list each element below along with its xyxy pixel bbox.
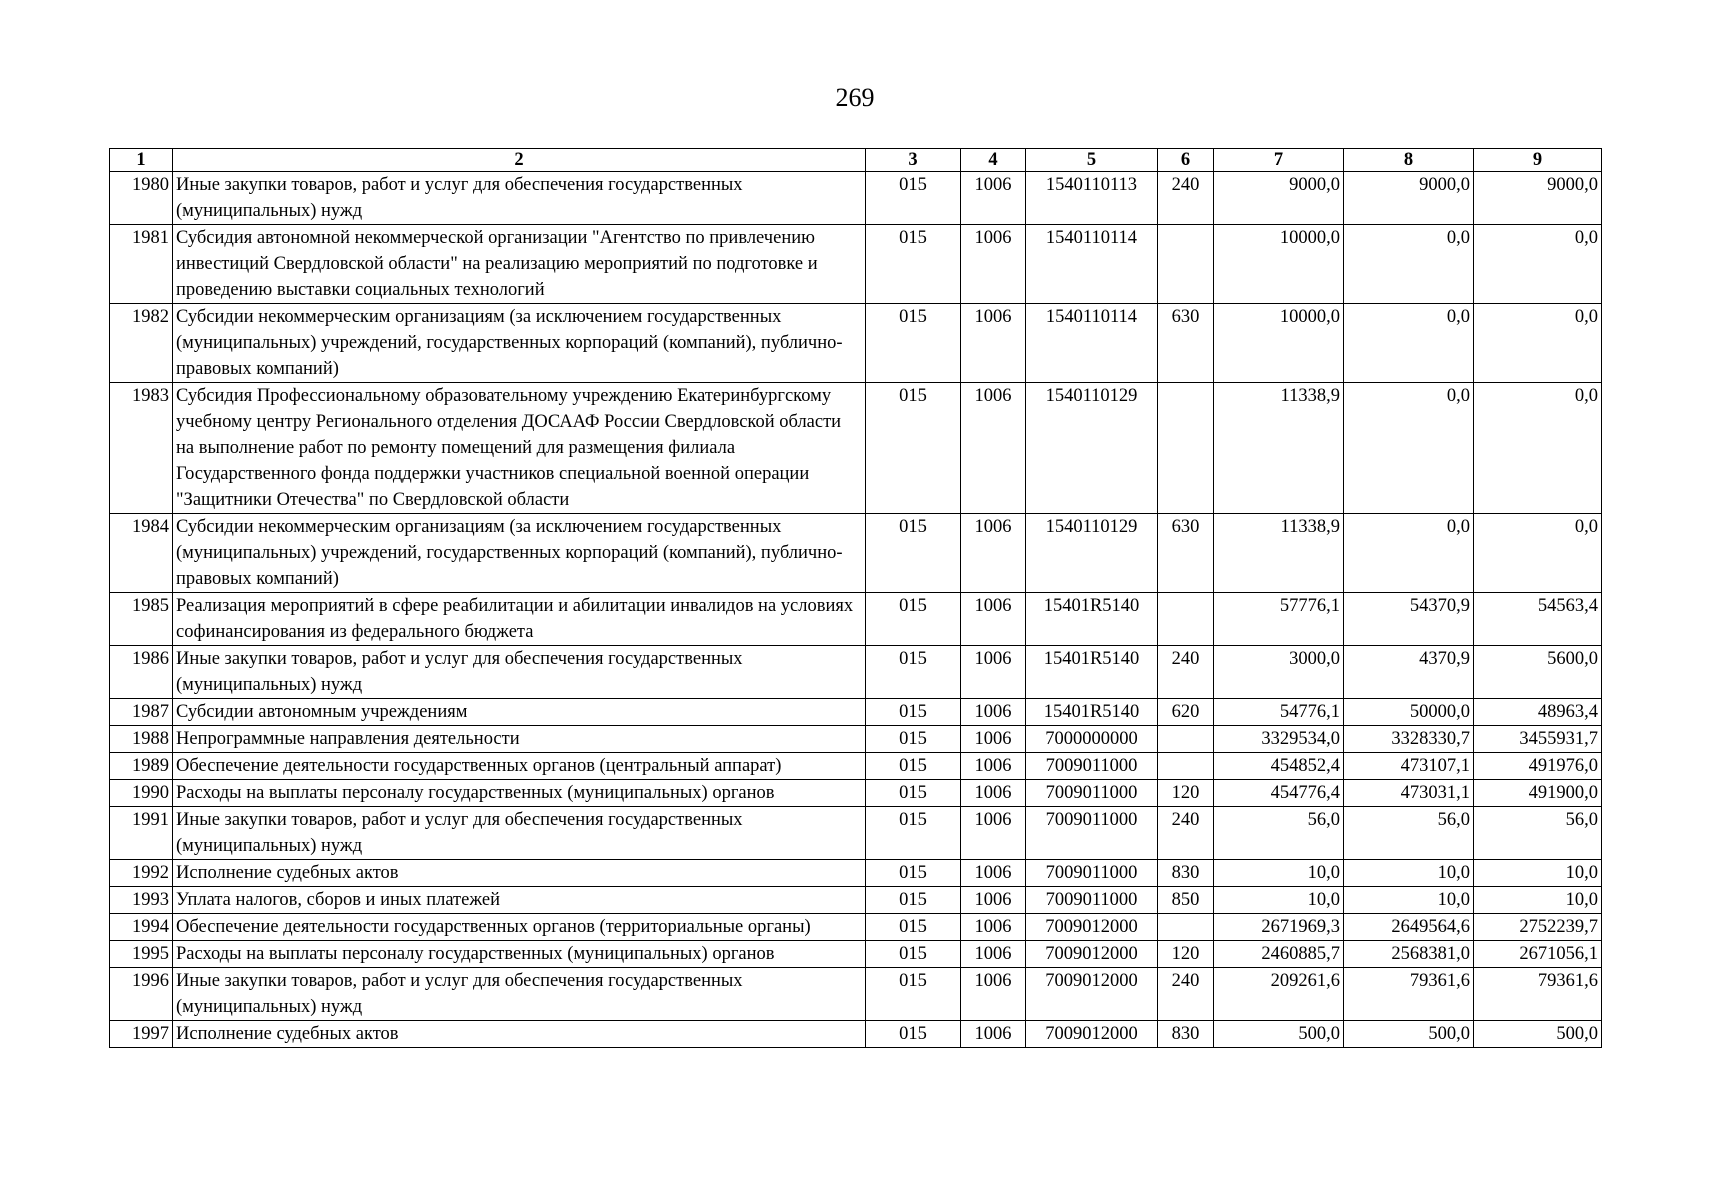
row-number: 1987	[110, 699, 173, 726]
row-col-6: 850	[1158, 887, 1214, 914]
table-row	[110, 1021, 1602, 1048]
row-col-9: 54563,4	[1474, 593, 1602, 646]
table-row	[110, 968, 1602, 1021]
row-col-6: 240	[1158, 968, 1214, 1021]
table-row	[110, 914, 1602, 941]
row-col-9: 2671056,1	[1474, 941, 1602, 968]
row-col-3: 015	[866, 514, 961, 593]
row-number: 1984	[110, 514, 173, 593]
row-col-8: 0,0	[1344, 383, 1474, 514]
table-row	[110, 941, 1602, 968]
row-description: Субсидия Профессиональному образовательному учреждению Екатеринбургскому учебному центру Регионального отделения ДОСААФ России Свердловской области на выполнение работ по ремонту помещений для размещения филиала Государственного фонда поддержки участников специальной военной операции "Защитники Отечества" по Свердловской области	[173, 383, 866, 514]
row-col-6	[1158, 726, 1214, 753]
table-row	[110, 593, 1602, 646]
row-col-6: 830	[1158, 1021, 1214, 1048]
row-description: Расходы на выплаты персоналу государственных (муниципальных) органов	[173, 780, 866, 807]
row-description: Расходы на выплаты персоналу государственных (муниципальных) органов	[173, 941, 866, 968]
row-description: Исполнение судебных актов	[173, 860, 866, 887]
row-col-4: 1006	[961, 514, 1026, 593]
row-number: 1997	[110, 1021, 173, 1048]
row-description: Субсидии некоммерческим организациям (за исключением государственных (муниципальных) учреждений, государственных корпораций (компаний), публично-правовых компаний)	[173, 304, 866, 383]
row-col-7: 2460885,7	[1214, 941, 1344, 968]
table-row	[110, 699, 1602, 726]
row-col-3: 015	[866, 593, 961, 646]
row-col-7: 57776,1	[1214, 593, 1344, 646]
table-row	[110, 807, 1602, 860]
table-row	[110, 225, 1602, 304]
row-description: Непрограммные направления деятельности	[173, 726, 866, 753]
row-number: 1990	[110, 780, 173, 807]
row-col-6: 120	[1158, 780, 1214, 807]
row-col-7: 10,0	[1214, 860, 1344, 887]
row-number: 1985	[110, 593, 173, 646]
row-col-7: 454852,4	[1214, 753, 1344, 780]
row-number: 1983	[110, 383, 173, 514]
row-col-5: 1540110114	[1026, 225, 1158, 304]
row-number: 1995	[110, 941, 173, 968]
header-col-8: 8	[1344, 149, 1474, 172]
row-number: 1996	[110, 968, 173, 1021]
row-col-5: 7000000000	[1026, 726, 1158, 753]
row-col-5: 15401R5140	[1026, 646, 1158, 699]
header-col-4: 4	[961, 149, 1026, 172]
table-row	[110, 514, 1602, 593]
row-col-4: 1006	[961, 646, 1026, 699]
row-description: Иные закупки товаров, работ и услуг для обеспечения государственных (муниципальных) нужд	[173, 807, 866, 860]
row-col-3: 015	[866, 1021, 961, 1048]
row-col-8: 473107,1	[1344, 753, 1474, 780]
table-row	[110, 172, 1602, 225]
row-col-3: 015	[866, 807, 961, 860]
row-number: 1980	[110, 172, 173, 225]
row-col-6	[1158, 914, 1214, 941]
row-col-7: 54776,1	[1214, 699, 1344, 726]
row-col-6	[1158, 225, 1214, 304]
row-col-5: 7009012000	[1026, 941, 1158, 968]
row-col-3: 015	[866, 914, 961, 941]
row-col-3: 015	[866, 699, 961, 726]
row-col-9: 491976,0	[1474, 753, 1602, 780]
row-col-8: 2568381,0	[1344, 941, 1474, 968]
row-col-9: 5600,0	[1474, 646, 1602, 699]
row-col-3: 015	[866, 646, 961, 699]
row-col-4: 1006	[961, 726, 1026, 753]
row-col-7: 209261,6	[1214, 968, 1344, 1021]
row-col-5: 15401R5140	[1026, 699, 1158, 726]
row-col-4: 1006	[961, 807, 1026, 860]
header-col-3: 3	[866, 149, 961, 172]
row-col-9: 9000,0	[1474, 172, 1602, 225]
row-col-4: 1006	[961, 968, 1026, 1021]
row-col-9: 10,0	[1474, 860, 1602, 887]
row-description: Реализация мероприятий в сфере реабилитации и абилитации инвалидов на условиях софинансирования из федерального бюджета	[173, 593, 866, 646]
row-col-8: 473031,1	[1344, 780, 1474, 807]
row-col-8: 0,0	[1344, 304, 1474, 383]
row-col-3: 015	[866, 753, 961, 780]
row-col-9: 56,0	[1474, 807, 1602, 860]
row-col-4: 1006	[961, 941, 1026, 968]
row-col-3: 015	[866, 304, 961, 383]
row-col-6	[1158, 383, 1214, 514]
row-number: 1992	[110, 860, 173, 887]
row-col-7: 11338,9	[1214, 514, 1344, 593]
row-col-9: 2752239,7	[1474, 914, 1602, 941]
row-col-3: 015	[866, 941, 961, 968]
row-col-8: 54370,9	[1344, 593, 1474, 646]
row-col-5: 7009011000	[1026, 860, 1158, 887]
page-number: 269	[835, 83, 875, 112]
row-col-7: 454776,4	[1214, 780, 1344, 807]
row-col-9: 0,0	[1474, 514, 1602, 593]
row-description: Обеспечение деятельности государственных органов (центральный аппарат)	[173, 753, 866, 780]
row-col-9: 3455931,7	[1474, 726, 1602, 753]
row-number: 1982	[110, 304, 173, 383]
row-col-7: 56,0	[1214, 807, 1344, 860]
budget-table	[109, 148, 1602, 1048]
row-col-3: 015	[866, 887, 961, 914]
row-col-6: 830	[1158, 860, 1214, 887]
table-row	[110, 780, 1602, 807]
row-col-6: 240	[1158, 172, 1214, 225]
row-col-7: 10,0	[1214, 887, 1344, 914]
row-col-9: 0,0	[1474, 304, 1602, 383]
row-description: Субсидия автономной некоммерческой организации "Агентство по привлечению инвестиций Свердловской области" на реализацию мероприятий по подготовке и проведению выставки социальных технологий	[173, 225, 866, 304]
row-col-8: 10,0	[1344, 860, 1474, 887]
header-col-9: 9	[1474, 149, 1602, 172]
table-row	[110, 753, 1602, 780]
row-col-6	[1158, 753, 1214, 780]
row-col-7: 2671969,3	[1214, 914, 1344, 941]
row-col-6	[1158, 593, 1214, 646]
row-col-6: 630	[1158, 514, 1214, 593]
row-col-8: 50000,0	[1344, 699, 1474, 726]
row-col-8: 3328330,7	[1344, 726, 1474, 753]
table-body	[110, 172, 1602, 1048]
row-col-9: 500,0	[1474, 1021, 1602, 1048]
table-row	[110, 860, 1602, 887]
row-col-8: 0,0	[1344, 514, 1474, 593]
row-number: 1991	[110, 807, 173, 860]
row-description: Иные закупки товаров, работ и услуг для обеспечения государственных (муниципальных) нужд	[173, 968, 866, 1021]
row-col-5: 7009012000	[1026, 914, 1158, 941]
table-row	[110, 887, 1602, 914]
row-col-8: 500,0	[1344, 1021, 1474, 1048]
row-description: Иные закупки товаров, работ и услуг для обеспечения государственных (муниципальных) нужд	[173, 646, 866, 699]
row-col-5: 1540110113	[1026, 172, 1158, 225]
row-col-5: 7009011000	[1026, 807, 1158, 860]
header-row	[110, 149, 1602, 172]
row-col-4: 1006	[961, 887, 1026, 914]
row-col-5: 7009012000	[1026, 968, 1158, 1021]
row-col-3: 015	[866, 172, 961, 225]
row-col-4: 1006	[961, 172, 1026, 225]
table-row	[110, 726, 1602, 753]
row-description: Исполнение судебных актов	[173, 1021, 866, 1048]
row-col-7: 11338,9	[1214, 383, 1344, 514]
row-col-7: 500,0	[1214, 1021, 1344, 1048]
row-col-7: 10000,0	[1214, 304, 1344, 383]
row-col-4: 1006	[961, 304, 1026, 383]
row-description: Обеспечение деятельности государственных органов (территориальные органы)	[173, 914, 866, 941]
header-col-5: 5	[1026, 149, 1158, 172]
row-col-5: 7009012000	[1026, 1021, 1158, 1048]
row-col-9: 48963,4	[1474, 699, 1602, 726]
row-col-5: 1540110129	[1026, 383, 1158, 514]
row-col-5: 15401R5140	[1026, 593, 1158, 646]
row-col-8: 4370,9	[1344, 646, 1474, 699]
table-row	[110, 646, 1602, 699]
row-number: 1981	[110, 225, 173, 304]
row-col-5: 1540110114	[1026, 304, 1158, 383]
row-description: Субсидии автономным учреждениям	[173, 699, 866, 726]
row-col-6: 240	[1158, 807, 1214, 860]
row-col-9: 0,0	[1474, 383, 1602, 514]
row-number: 1989	[110, 753, 173, 780]
row-col-3: 015	[866, 383, 961, 514]
table-row	[110, 383, 1602, 514]
row-col-3: 015	[866, 780, 961, 807]
row-col-5: 1540110129	[1026, 514, 1158, 593]
row-col-4: 1006	[961, 383, 1026, 514]
row-col-8: 9000,0	[1344, 172, 1474, 225]
row-col-7: 3329534,0	[1214, 726, 1344, 753]
row-col-7: 9000,0	[1214, 172, 1344, 225]
row-col-9: 0,0	[1474, 225, 1602, 304]
row-col-9: 79361,6	[1474, 968, 1602, 1021]
row-col-7: 10000,0	[1214, 225, 1344, 304]
row-col-6: 120	[1158, 941, 1214, 968]
row-description: Субсидии некоммерческим организациям (за исключением государственных (муниципальных) учреждений, государственных корпораций (компаний), публично-правовых компаний)	[173, 514, 866, 593]
table-row	[110, 304, 1602, 383]
row-number: 1993	[110, 887, 173, 914]
row-col-3: 015	[866, 225, 961, 304]
row-col-4: 1006	[961, 914, 1026, 941]
row-col-8: 10,0	[1344, 887, 1474, 914]
row-col-4: 1006	[961, 1021, 1026, 1048]
row-col-3: 015	[866, 860, 961, 887]
row-col-4: 1006	[961, 753, 1026, 780]
row-col-3: 015	[866, 968, 961, 1021]
row-col-8: 2649564,6	[1344, 914, 1474, 941]
header-col-7: 7	[1214, 149, 1344, 172]
row-col-6: 620	[1158, 699, 1214, 726]
row-col-4: 1006	[961, 860, 1026, 887]
row-col-9: 491900,0	[1474, 780, 1602, 807]
row-col-6: 240	[1158, 646, 1214, 699]
header-col-6: 6	[1158, 149, 1214, 172]
header-col-2: 2	[173, 149, 866, 172]
row-col-3: 015	[866, 726, 961, 753]
row-col-5: 7009011000	[1026, 887, 1158, 914]
row-col-4: 1006	[961, 780, 1026, 807]
row-col-4: 1006	[961, 225, 1026, 304]
row-col-4: 1006	[961, 699, 1026, 726]
row-col-5: 7009011000	[1026, 753, 1158, 780]
row-col-9: 10,0	[1474, 887, 1602, 914]
row-col-6: 630	[1158, 304, 1214, 383]
row-description: Уплата налогов, сборов и иных платежей	[173, 887, 866, 914]
header-col-1: 1	[110, 149, 173, 172]
row-col-4: 1006	[961, 593, 1026, 646]
row-col-5: 7009011000	[1026, 780, 1158, 807]
row-number: 1988	[110, 726, 173, 753]
row-number: 1994	[110, 914, 173, 941]
row-number: 1986	[110, 646, 173, 699]
row-description: Иные закупки товаров, работ и услуг для обеспечения государственных (муниципальных) нужд	[173, 172, 866, 225]
row-col-8: 56,0	[1344, 807, 1474, 860]
row-col-7: 3000,0	[1214, 646, 1344, 699]
row-col-8: 79361,6	[1344, 968, 1474, 1021]
row-col-8: 0,0	[1344, 225, 1474, 304]
